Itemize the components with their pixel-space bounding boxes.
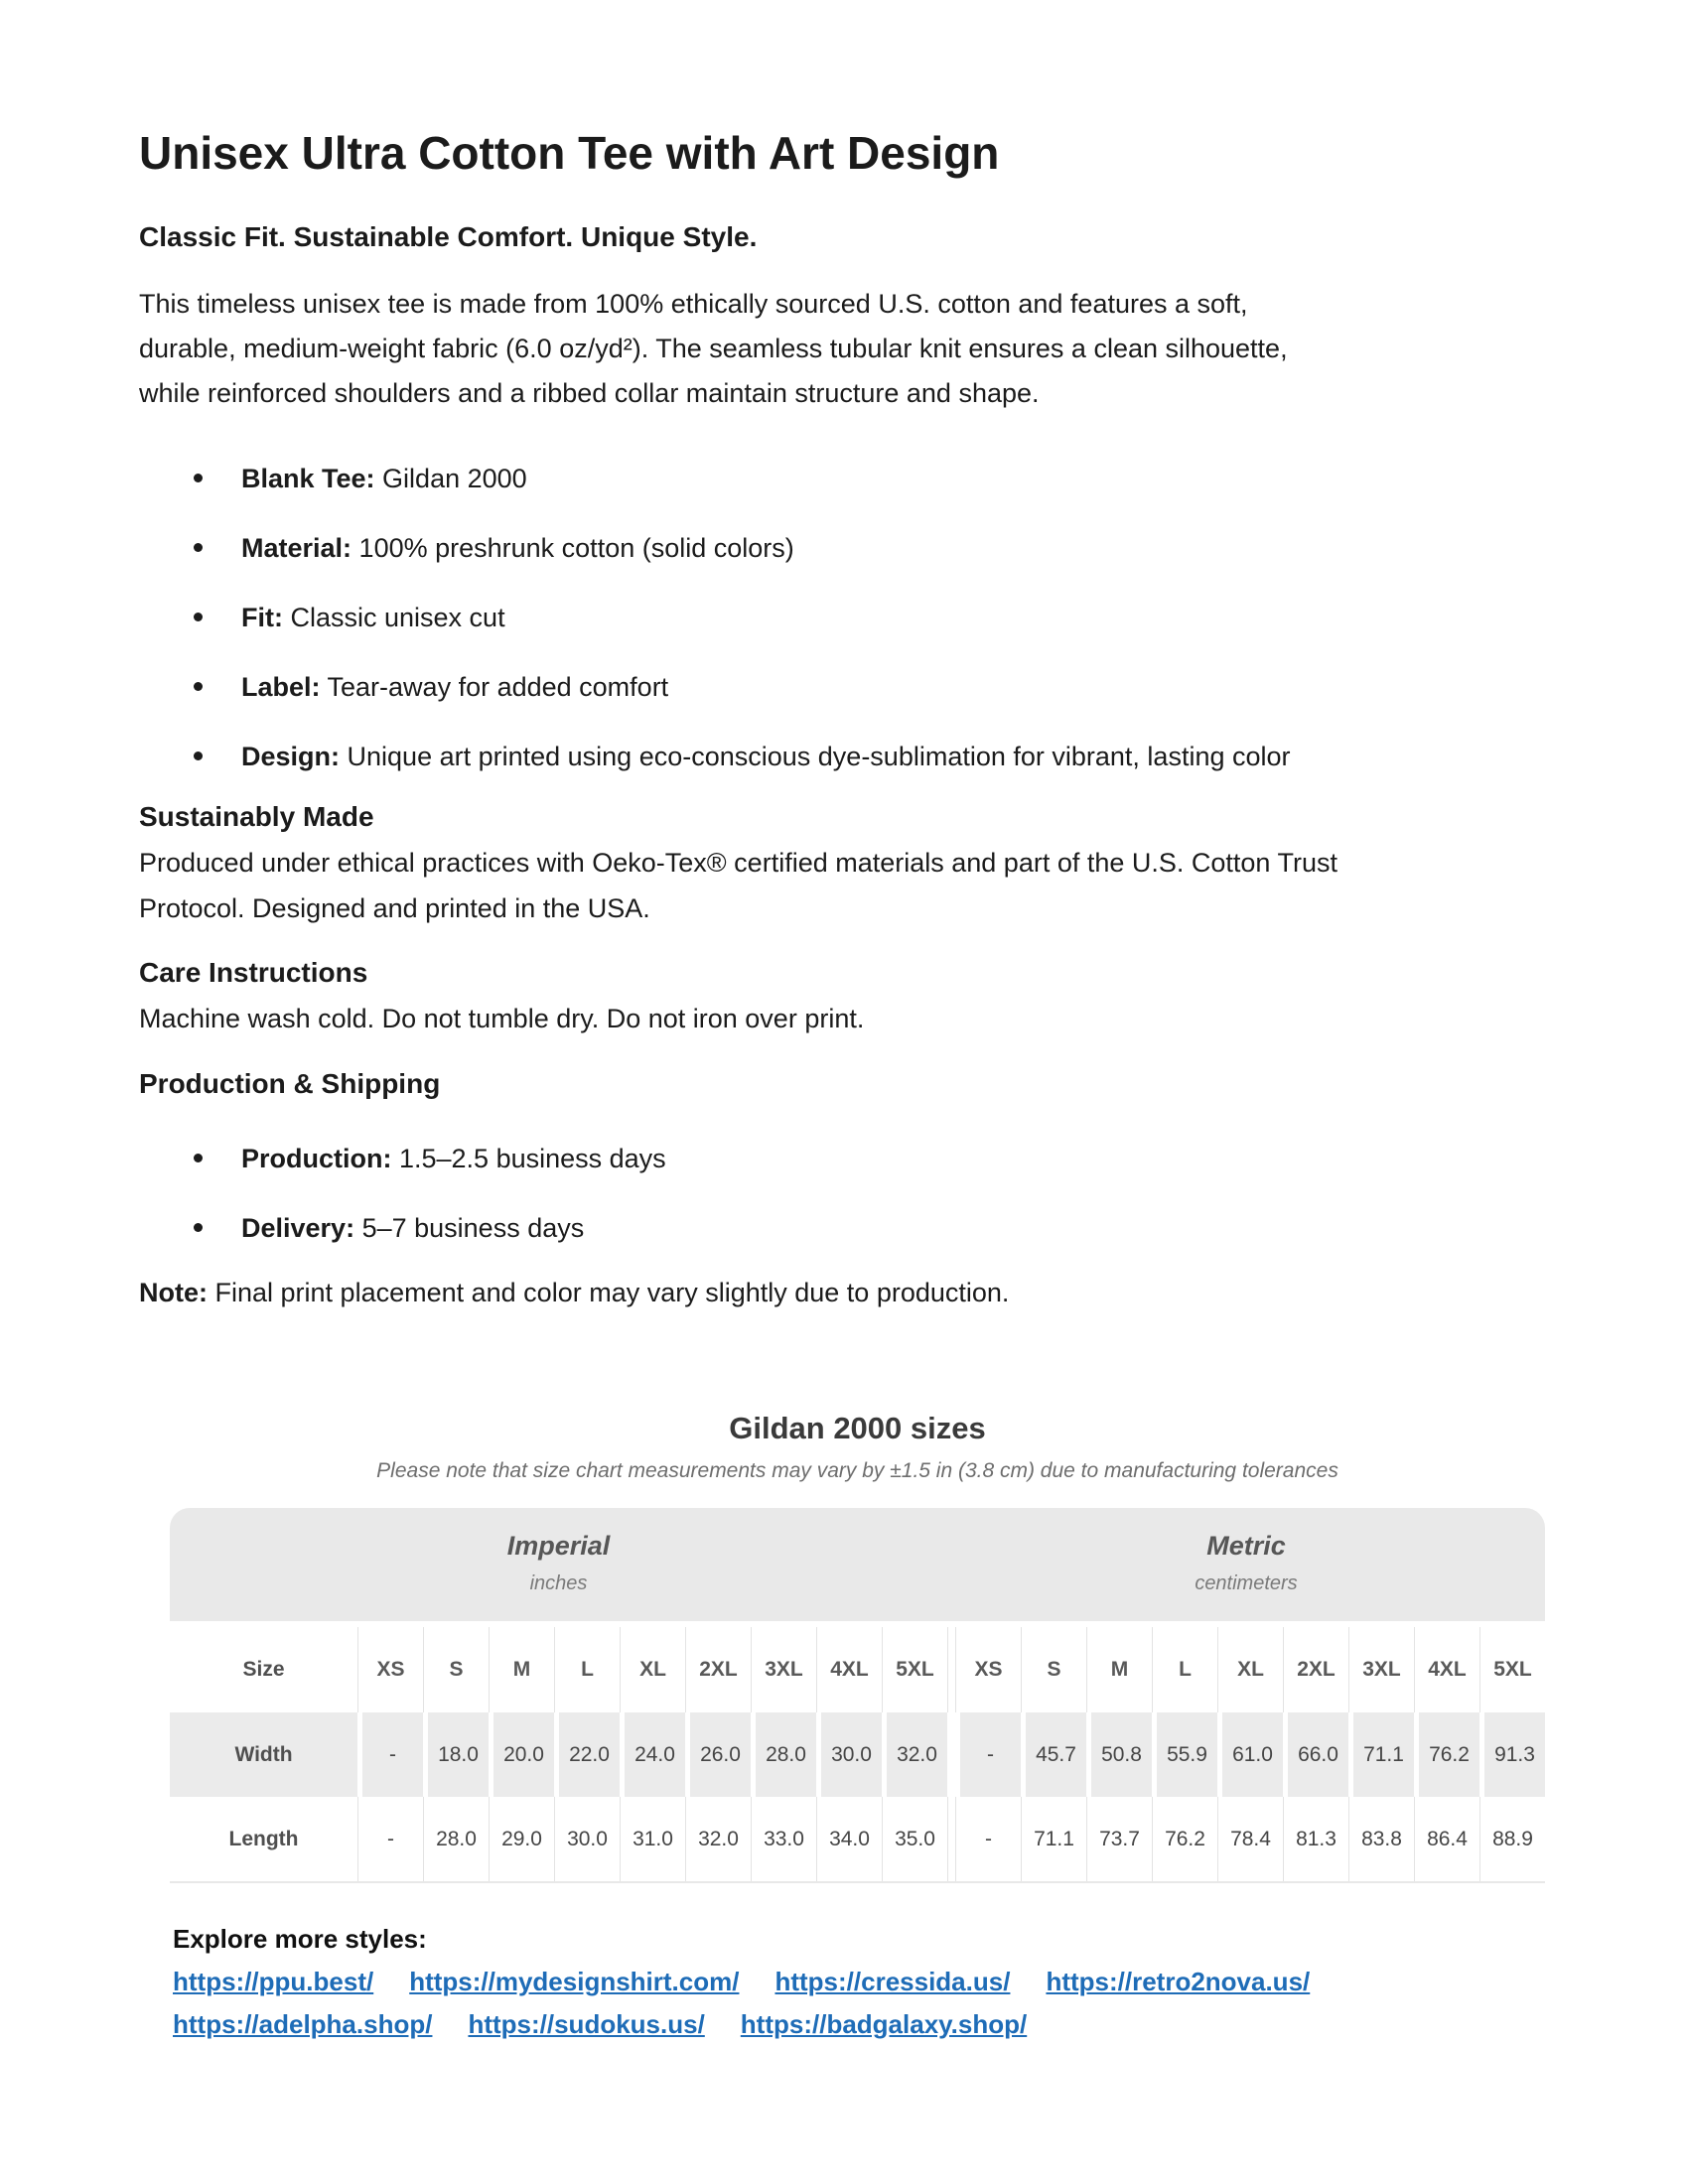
group-divider	[947, 1627, 955, 1712]
table-cell: 22.0	[554, 1712, 620, 1797]
size-header: XL	[620, 1627, 685, 1712]
feature-item	[139, 670, 1291, 740]
intro-line: durable, medium-weight fabric (6.0 oz/yd²). The seamless tubular knit ensures a clean silhouette,	[139, 334, 1288, 363]
feature-item	[139, 462, 1291, 531]
style-link[interactable]: https://badgalaxy.shop/	[740, 2009, 1028, 2039]
unit-group-header	[170, 1508, 1545, 1621]
table-cell: 50.8	[1086, 1712, 1152, 1797]
feature-text: Gildan 2000	[374, 464, 527, 493]
feature-item	[139, 601, 1291, 670]
size-header: 4XL	[1414, 1627, 1479, 1712]
feature-label: Material:	[241, 533, 352, 563]
table-cell: 35.0	[882, 1797, 947, 1881]
bullet-icon	[194, 613, 203, 621]
feature-text: Unique art printed using eco-conscious dye-sublimation for vibrant, lasting color	[340, 742, 1291, 771]
table-cell: 45.7	[1021, 1712, 1086, 1797]
imperial-unit: inches	[529, 1572, 588, 1594]
link-row	[173, 2007, 1310, 2041]
row-label: Length	[228, 1827, 299, 1850]
table-cell: 78.4	[1217, 1797, 1283, 1881]
table-cell: 33.0	[751, 1797, 816, 1881]
size-header: S	[1021, 1627, 1086, 1712]
table-cell: 18.0	[423, 1712, 489, 1797]
size-header: 3XL	[751, 1627, 816, 1712]
table-cell: 71.1	[1021, 1797, 1086, 1881]
section-care-instructions	[139, 950, 864, 1041]
table-cell: 26.0	[685, 1712, 751, 1797]
production-label: Production:	[241, 1144, 392, 1173]
metric-unit: centimeters	[1195, 1572, 1298, 1594]
table-cell: 32.0	[882, 1712, 947, 1797]
production-label: Delivery:	[241, 1213, 355, 1243]
size-header: S	[423, 1627, 489, 1712]
size-header: 5XL	[882, 1627, 947, 1712]
corner-label: Size	[242, 1658, 285, 1681]
group-divider	[947, 1712, 955, 1797]
size-chart-tolerance-note: Please note that size chart measurements may vary by ±1.5 in (3.8 cm) due to manufacturing tolerances	[376, 1459, 1338, 1482]
bullet-icon	[194, 751, 203, 760]
link-row	[173, 1965, 1310, 1998]
production-item	[139, 1142, 666, 1211]
style-link[interactable]: https://retro2nova.us/	[1046, 1967, 1311, 1996]
table-cell: 28.0	[751, 1712, 816, 1797]
production-list	[139, 1142, 666, 1281]
size-header: XS	[955, 1627, 1021, 1712]
table-cell: 76.2	[1152, 1797, 1217, 1881]
size-header: XS	[357, 1627, 423, 1712]
section-text-line: Protocol. Designed and printed in the USA.	[139, 893, 650, 923]
length-row	[170, 1797, 1545, 1883]
table-cell: 32.0	[685, 1797, 751, 1881]
feature-label: Fit:	[241, 603, 283, 632]
imperial-group-header	[170, 1508, 947, 1621]
feature-text: Classic unisex cut	[282, 603, 505, 632]
size-header: 2XL	[685, 1627, 751, 1712]
product-title: Unisex Ultra Cotton Tee with Art Design	[139, 127, 1000, 179]
imperial-label: Imperial	[506, 1531, 611, 1561]
feature-text: 100% preshrunk cotton (solid colors)	[352, 533, 794, 563]
table-cell: -	[357, 1712, 423, 1797]
intro-line: This timeless unisex tee is made from 100% ethically sourced U.S. cotton and features a soft,	[139, 289, 1248, 319]
table-cell: 66.0	[1283, 1712, 1348, 1797]
explore-more-styles	[173, 1922, 1310, 2041]
product-tagline: Classic Fit. Sustainable Comfort. Unique Style.	[139, 221, 758, 252]
explore-heading: Explore more styles:	[173, 1924, 427, 1954]
section-text-line: Machine wash cold. Do not tumble dry. Do not iron over print.	[139, 1004, 865, 1033]
table-cell: 88.9	[1479, 1797, 1545, 1881]
table-cell: 86.4	[1414, 1797, 1479, 1881]
table-cell: 30.0	[816, 1712, 882, 1797]
feature-list	[139, 462, 1291, 809]
size-header: 3XL	[1348, 1627, 1414, 1712]
table-cell: 61.0	[1217, 1712, 1283, 1797]
style-link[interactable]: https://cressida.us/	[774, 1967, 1011, 1996]
feature-text: Tear-away for added comfort	[320, 672, 669, 702]
bullet-icon	[194, 1223, 203, 1232]
feature-label: Label:	[241, 672, 321, 702]
intro-line: while reinforced shoulders and a ribbed collar maintain structure and shape.	[139, 378, 1040, 408]
feature-label: Blank Tee:	[241, 464, 375, 493]
table-cell: 28.0	[423, 1797, 489, 1881]
width-row	[170, 1712, 1545, 1797]
table-cell: 34.0	[816, 1797, 882, 1881]
size-chart-title: Gildan 2000 sizes	[729, 1411, 986, 1445]
metric-label: Metric	[1206, 1531, 1286, 1561]
section-text-line: Produced under ethical practices with Oeko-Tex® certified materials and part of the U.S. Cotton Trust	[139, 848, 1337, 878]
table-cell: 29.0	[489, 1797, 554, 1881]
table-cell: 76.2	[1414, 1712, 1479, 1797]
table-cell: 24.0	[620, 1712, 685, 1797]
note-line	[139, 1276, 1009, 1309]
table-cell: 81.3	[1283, 1797, 1348, 1881]
bullet-icon	[194, 682, 203, 691]
row-label: Width	[170, 1712, 357, 1797]
table-cell: 20.0	[489, 1712, 554, 1797]
section-heading: Production & Shipping	[139, 1068, 441, 1099]
section-heading: Sustainably Made	[139, 801, 374, 832]
table-cell: -	[955, 1712, 1021, 1797]
note-text: Final print placement and color may vary slightly due to production.	[208, 1278, 1010, 1307]
section-production-shipping	[139, 1061, 440, 1107]
size-header-row	[170, 1627, 1545, 1712]
table-cell: 55.9	[1152, 1712, 1217, 1797]
size-table	[170, 1627, 1545, 1883]
size-header: 5XL	[1479, 1627, 1545, 1712]
size-header: 4XL	[816, 1627, 882, 1712]
section-sustainably-made	[139, 794, 1337, 931]
group-divider	[947, 1797, 955, 1881]
feature-item	[139, 531, 1291, 601]
style-link[interactable]: https://sudokus.us/	[468, 2009, 705, 2039]
section-heading: Care Instructions	[139, 957, 368, 988]
table-cell: 71.1	[1348, 1712, 1414, 1797]
production-item	[139, 1211, 666, 1281]
style-link[interactable]: https://mydesignshirt.com/	[409, 1967, 740, 1996]
table-cell: 31.0	[620, 1797, 685, 1881]
size-header: L	[1152, 1627, 1217, 1712]
table-cell: 30.0	[554, 1797, 620, 1881]
metric-group-header	[947, 1508, 1545, 1621]
table-cell: 73.7	[1086, 1797, 1152, 1881]
feature-label: Design:	[241, 742, 341, 771]
table-cell: -	[955, 1797, 1021, 1881]
bullet-icon	[194, 474, 203, 482]
size-header: XL	[1217, 1627, 1283, 1712]
note-label: Note:	[139, 1278, 208, 1307]
table-cell: 91.3	[1479, 1712, 1545, 1797]
bullet-icon	[194, 543, 203, 552]
style-link[interactable]: https://ppu.best/	[173, 1967, 374, 1996]
size-header: M	[1086, 1627, 1152, 1712]
bullet-icon	[194, 1154, 203, 1162]
intro-paragraph	[139, 282, 1288, 416]
size-header: L	[554, 1627, 620, 1712]
style-link[interactable]: https://adelpha.shop/	[173, 2009, 433, 2039]
table-cell: -	[357, 1797, 423, 1881]
size-header: 2XL	[1283, 1627, 1348, 1712]
size-chart	[170, 1410, 1545, 1883]
table-cell: 83.8	[1348, 1797, 1414, 1881]
production-text: 1.5–2.5 business days	[391, 1144, 666, 1173]
size-header: M	[489, 1627, 554, 1712]
production-text: 5–7 business days	[354, 1213, 585, 1243]
